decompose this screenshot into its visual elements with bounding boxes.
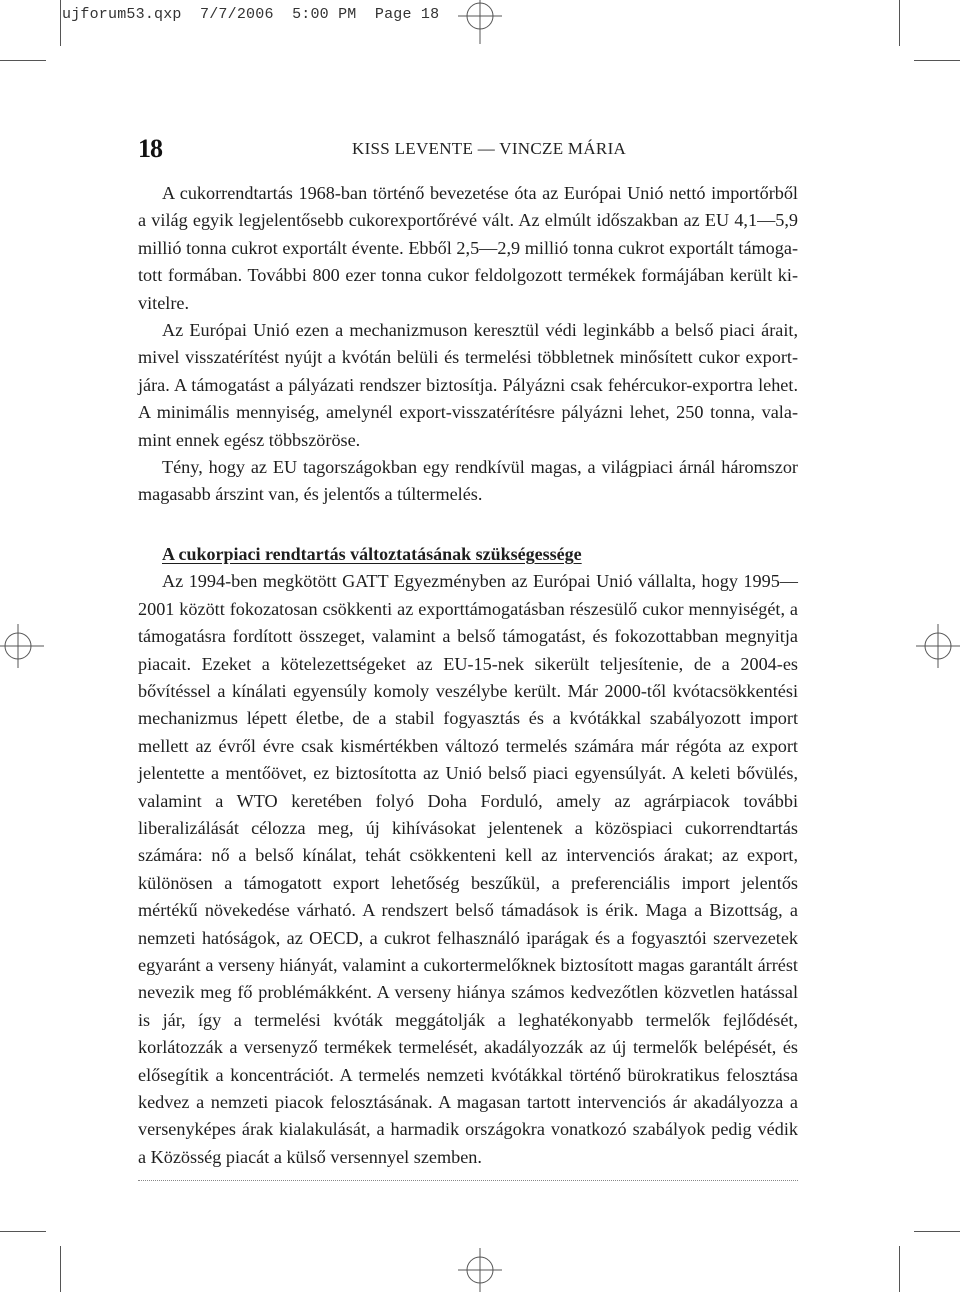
registration-mark-bottom-icon	[458, 1248, 502, 1292]
crop-mark-top-right-horizontal	[914, 60, 960, 61]
slug-line	[62, 6, 439, 23]
paragraph-2: Az Európai Unió ezen a mechanizmuson keresztül védi leginkább a belső piaci árait, mivel visszatérítést nyújt a kvótán belüli és termelési többletnek minősített cukor exportjára. A támogatást a pályázati rendszer biztosítja. Pályázni csak fehércukor-exportra lehet. A minimális mennyiség, amelynél export-visszatérítésre pályázni lehet, 250 tonna, valamint ennek egész többszöröse.	[138, 320, 798, 450]
section-body: Az 1994-ben megkötött GATT Egyezményben az Európai Unió vállalta, hogy 1995—2001 között fokozatosan csökkenti az exporttámogatásban részesülő cukor mennyiségét, a támogatásra fordított összeget, valamint a belső támogatást, és fokozottabban megnyitja piacait. Ezeket a kötelezettségeket az EU-15-nek sikerült teljesítenie, de a 2004-es bővítéssel a kínálati egyensúly komoly veszélybe került. Már 2000-től kvótacsökkentési mechanizmus lépett életbe, de a stabil fogyasztás és a kvótákkal szabályozott import mellett az évről évre csak kismértékben változó termelés számára már régóta az export jelentette a mentőövet, ez biztosította az Unió belső piaci egyensúlyát. A keleti bővülés, valamint a WTO keretében folyó Doha Forduló, amely az agrárpiacok további liberalizálását célozza meg, új kihívásokat jelentenek a közöspiaci cukorrendtartás számára: nő a belső kínálat, tehát csökkenteni kell az intervenciós árakat; az export, különösen a támogatott export lehetőség beszűkül, a preferenciális import jelentős mértékű növekedése várható. A rendszert belső támadások is érik. Maga a Bizottság, a nemzeti hatóságok, az OECD, a cukrot felhasználó iparágak és a fogyasztói szervezetek egyaránt a verseny hiányát, valamint a cukortermelőknek biztosított magas garantált árrést nevezik meg fő problémákként. A verseny hiánya számos kedvezőtlen közvetlen hatással is jár, így a termelési kvóták meggátolják a leghatékonyabb termelők fejlődését, korlátozzák a versenyző termékek termelését, akadályozzák az új termelők belépését, és elősegítik a koncentrációt. A termelés nemzeti kvótákkal történő bürokratikus felosztása kedvez a nemzeti piacok felosztásának. A magasan tartott intervenciós ár akadályozza a versenyképes árak kialakulását, a harmadik országokra vonatkozó szabályok pedig védik a Közösség piacát a külső versennyel szemben.	[138, 571, 798, 1167]
page-number: 18	[138, 134, 162, 163]
crop-mark-bottom-left-horizontal	[0, 1231, 46, 1232]
crop-mark-bottom-left-vertical	[60, 1246, 61, 1292]
registration-mark-right-icon	[916, 624, 960, 668]
paragraph-1: A cukorrendtartás 1968-ban történő bevezetése óta az Európai Unió nettó importőrből a világ egyik legjelentősebb cukorexportőrévé vált. Az elmúlt időszakban az EU 4,1—5,9 millió tonna cukrot exportált évente. Ebből 2,5—2,9 millió tonna cukrot exportált támogatott formában. További 800 ezer tonna cukor feldolgozott termékek formájában került kivitelre.	[138, 183, 798, 313]
slug-filename: ujforum53.qxp	[62, 6, 182, 23]
running-head-authors: KISS LEVENTE — VINCZE MÁRIA	[352, 139, 627, 158]
slug-date: 7/7/2006	[200, 6, 274, 23]
slug-time: 5:00 PM	[292, 6, 357, 23]
crop-mark-top-left-vertical	[60, 0, 61, 46]
paragraph-3: Tény, hogy az EU tagországokban egy rendkívül magas, a világpiaci árnál háromszor magasabb árszint van, és jelentős a túltermelés.	[138, 457, 798, 505]
slug-page: Page 18	[374, 6, 440, 23]
crop-mark-top-left-horizontal	[0, 60, 46, 61]
registration-mark-left-icon	[0, 624, 44, 668]
crop-mark-bottom-right-vertical	[899, 1246, 900, 1292]
body-text	[138, 180, 798, 1171]
crop-mark-bottom-right-horizontal	[914, 1231, 960, 1232]
section-heading: A cukorpiaci rendtartás változtatásának szükségessége	[162, 543, 582, 564]
crop-mark-top-right-vertical	[899, 0, 900, 46]
bottom-dotted-rule	[138, 1180, 798, 1181]
registration-mark-top-icon	[458, 0, 502, 44]
